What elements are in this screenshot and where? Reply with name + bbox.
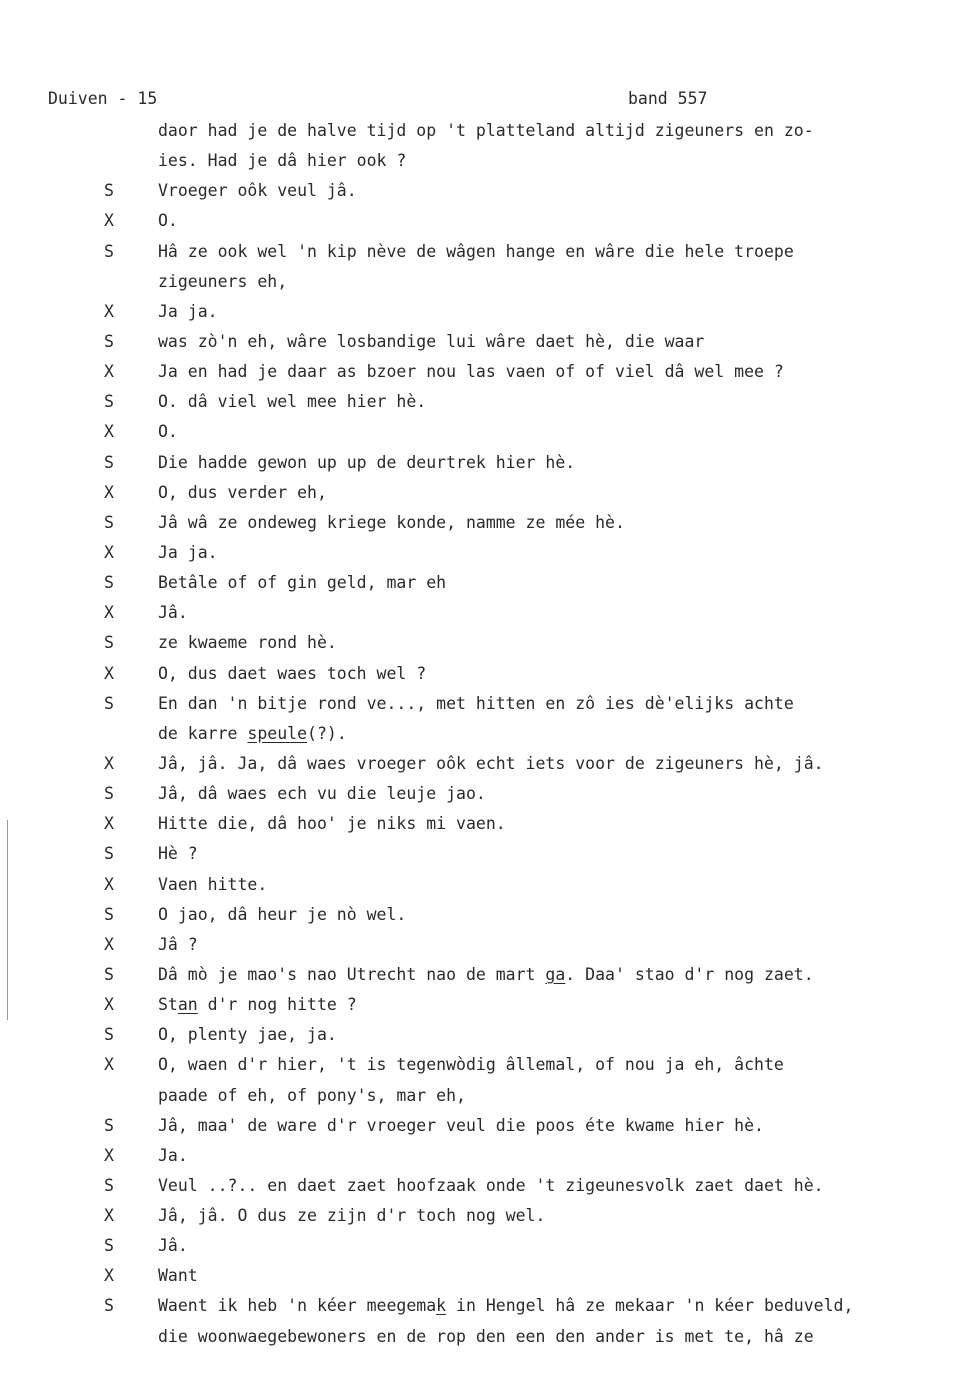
speaker-label: S (104, 1236, 114, 1256)
header-location: Duiven - 15 (48, 89, 158, 108)
transcript-line (0, 749, 973, 779)
speaker-label: X (104, 482, 114, 502)
utterance-text (158, 297, 218, 327)
speaker-label: X (104, 603, 114, 623)
utterance-text-part: O. dâ viel wel mee hier hè. (158, 392, 427, 412)
transcript-line (0, 206, 973, 236)
transcript-line (0, 1201, 973, 1231)
utterance-text-part: O. (158, 422, 178, 442)
speaker-label: S (104, 1115, 114, 1135)
utterance-text (158, 809, 506, 839)
transcript-line (0, 990, 973, 1020)
transcript-line (0, 237, 973, 267)
transcript-line (0, 176, 973, 206)
speaker-label: X (104, 1266, 114, 1286)
utterance-text-part: Jâ wâ ze ondeweg kriege konde, namme ze mée hè. (158, 512, 625, 532)
utterance-text-part: Jâ, maa' de ware d'r vroeger veul die poos éte kwame hier hè. (158, 1115, 764, 1135)
speaker-label: S (104, 1175, 114, 1195)
speaker-label: X (104, 542, 114, 562)
utterance-text (158, 206, 178, 236)
transcript-line (0, 1020, 973, 1050)
utterance-text-part: (?). (307, 723, 347, 743)
transcript-line (0, 930, 973, 960)
transcript-line (0, 538, 973, 568)
utterance-text-part: En dan 'n bitje rond ve..., met hitten en zô ies dè'elijks achte (158, 693, 794, 713)
utterance-text-part: Want (158, 1266, 198, 1286)
utterance-text (158, 1111, 764, 1141)
transcript-line (0, 417, 973, 447)
utterance-text (158, 1322, 814, 1352)
speaker-label: S (104, 1025, 114, 1045)
utterance-text (158, 990, 357, 1020)
speaker-label: S (104, 392, 114, 412)
transcript-line (0, 719, 973, 749)
speaker-label: X (104, 874, 114, 894)
transcript-line (0, 598, 973, 628)
utterance-text-part: Ja ja. (158, 301, 218, 321)
speaker-label: X (104, 211, 114, 231)
utterance-text (158, 870, 267, 900)
speaker-label: X (104, 753, 114, 773)
utterance-text (158, 568, 446, 598)
transcript-line (0, 1291, 973, 1321)
transcript-line (0, 628, 973, 658)
utterance-text-part: daor had je de halve tijd op 't platteland altijd zigeuners en zo- (158, 121, 814, 140)
transcript-line (0, 327, 973, 357)
utterance-text (158, 146, 406, 176)
utterance-text-part: . Daa' stao d'r nog zaet. (565, 964, 814, 984)
utterance-text (158, 508, 625, 538)
utterance-text-part: Waent ik heb 'n kéer meegema (158, 1296, 437, 1316)
utterance-text-part: was zò'n eh, wâre losbandige lui wâre daet hè, die waar (158, 331, 705, 351)
utterance-text (158, 327, 704, 357)
speaker-label: S (104, 904, 114, 924)
utterance-text (158, 1201, 545, 1231)
utterance-text-part: Jâ. (158, 603, 188, 623)
transcript-line (0, 478, 973, 508)
utterance-text-part: Veul ..?.. en daet zaet hoofzaak onde 't zigeunesvolk zaet daet hè. (158, 1175, 824, 1195)
transcript-line (0, 870, 973, 900)
speaker-label: S (104, 844, 114, 864)
utterance-text (158, 1020, 337, 1050)
utterance-text-part: Jâ, dâ waes ech vu die leuje jao. (158, 784, 486, 804)
utterance-text (158, 237, 794, 267)
utterance-text (158, 779, 486, 809)
transcript-line (0, 900, 973, 930)
speaker-label: S (104, 181, 114, 201)
transcript-line (0, 1081, 973, 1111)
underlined-word: ga (545, 964, 566, 984)
transcript-line (0, 960, 973, 990)
utterance-text (158, 1291, 853, 1321)
utterance-text-part: Jâ. (158, 1236, 188, 1256)
utterance-text-part: in Hengel hâ ze mekaar 'n kéer beduveld, (446, 1296, 854, 1316)
speaker-label: S (104, 1296, 114, 1316)
speaker-label: X (104, 1055, 114, 1075)
transcript-line (0, 1322, 973, 1352)
speaker-label: S (104, 633, 114, 653)
utterance-text (158, 1141, 188, 1171)
utterance-text (158, 1231, 188, 1261)
transcript-line (0, 1141, 973, 1171)
transcript-line (0, 116, 973, 146)
utterance-text-part: Vroeger oôk veul jâ. (158, 181, 357, 201)
utterance-text-part: Ja. (158, 1145, 188, 1165)
utterance-text (158, 598, 188, 628)
utterance-text (158, 267, 287, 297)
transcript-line (0, 1171, 973, 1201)
utterance-text (158, 357, 784, 387)
utterance-text (158, 960, 814, 990)
utterance-text (158, 387, 426, 417)
utterance-text (158, 448, 575, 478)
utterance-text-part: St (158, 995, 178, 1015)
transcript-line (0, 387, 973, 417)
utterance-text-part: die woonwaegebewoners en de rop den een den ander is met te, hâ ze (158, 1326, 814, 1346)
utterance-text (158, 1050, 784, 1080)
utterance-text-part: O jao, dâ heur je nò wel. (158, 904, 407, 924)
transcript-line (0, 689, 973, 719)
utterance-text (158, 478, 327, 508)
speaker-label: S (104, 452, 114, 472)
utterance-text (158, 417, 178, 447)
speaker-label: S (104, 784, 114, 804)
utterance-text (158, 1261, 198, 1291)
utterance-text-part: Jâ, jâ. O dus ze zijn d'r toch nog wel. (158, 1206, 546, 1226)
utterance-text-part: d'r nog hitte ? (197, 995, 357, 1015)
utterance-text (158, 628, 337, 658)
speaker-label: X (104, 301, 114, 321)
transcript-line (0, 839, 973, 869)
utterance-text-part: ies. Had je dâ hier ook ? (158, 151, 407, 171)
speaker-label: X (104, 934, 114, 954)
transcript-line (0, 448, 973, 478)
utterance-text-part: Hè ? (158, 844, 198, 864)
utterance-text-part: Jâ, jâ. Ja, dâ waes vroeger oôk echt iets voor de zigeuners hè, jâ. (158, 753, 824, 773)
utterance-text (158, 659, 426, 689)
utterance-text-part: Ja en had je daar as bzoer nou las vaen of of viel dâ wel mee ? (158, 362, 784, 382)
utterance-text (158, 1081, 466, 1111)
header-band: band 557 (628, 89, 708, 108)
utterance-text (158, 749, 824, 779)
utterance-text-part: Vaen hitte. (158, 874, 268, 894)
transcript-line (0, 1231, 973, 1261)
utterance-text-part: Betâle of of gin geld, mar eh (158, 573, 447, 593)
speaker-label: X (104, 814, 114, 834)
utterance-text-part: Die hadde gewon up up de deurtrek hier hè. (158, 452, 576, 472)
utterance-text (158, 689, 794, 719)
utterance-text-part: O. (158, 211, 178, 231)
utterance-text (158, 1171, 824, 1201)
utterance-text-part: zigeuners eh, (158, 271, 288, 291)
utterance-text-part: de karre (158, 723, 248, 743)
underlined-word: speule (247, 723, 308, 743)
transcript-line (0, 146, 973, 176)
speaker-label: S (104, 693, 114, 713)
page-header (48, 86, 948, 112)
transcript-line (0, 1261, 973, 1291)
utterance-text-part: O, plenty jae, ja. (158, 1025, 337, 1045)
utterance-text-part: O, dus verder eh, (158, 482, 327, 502)
transcript-line (0, 357, 973, 387)
transcript-line (0, 267, 973, 297)
utterance-text-part: Hâ ze ook wel 'n kip nève de wâgen hange en wâre die hele troepe (158, 241, 794, 261)
underlined-word: an (177, 995, 198, 1015)
speaker-label: S (104, 241, 114, 261)
speaker-label: S (104, 573, 114, 593)
utterance-text-part: O, dus daet waes toch wel ? (158, 663, 427, 683)
speaker-label: S (104, 512, 114, 532)
speaker-label: X (104, 995, 114, 1015)
transcript-line (0, 809, 973, 839)
utterance-text (158, 930, 198, 960)
transcript-line (0, 1050, 973, 1080)
speaker-label: X (104, 1145, 114, 1165)
utterance-text-part: Dâ mò je mao's nao Utrecht nao de mart (158, 964, 546, 984)
utterance-text-part: Hitte die, dâ hoo' je niks mi vaen. (158, 814, 506, 834)
speaker-label: S (104, 964, 114, 984)
transcript-line (0, 659, 973, 689)
transcript-line (0, 568, 973, 598)
utterance-text-part: O, waen d'r hier, 't is tegenwòdig âllemal, of nou ja eh, âchte (158, 1055, 784, 1075)
utterance-text (158, 538, 218, 568)
speaker-label: X (104, 422, 114, 442)
utterance-text (158, 719, 347, 749)
transcript-lines (0, 116, 973, 1352)
utterance-text-part: ze kwaeme rond hè. (158, 633, 337, 653)
utterance-text (158, 900, 406, 930)
transcript-line (0, 1111, 973, 1141)
underlined-word: k (436, 1296, 447, 1316)
speaker-label: S (104, 331, 114, 351)
transcript-line (0, 779, 973, 809)
utterance-text-part: paade of eh, of pony's, mar eh, (158, 1085, 466, 1105)
transcript-line (0, 297, 973, 327)
utterance-text-part: Jâ ? (158, 934, 198, 954)
utterance-text (158, 839, 198, 869)
speaker-label: X (104, 663, 114, 683)
speaker-label: X (104, 362, 114, 382)
speaker-label: X (104, 1206, 114, 1226)
utterance-text (158, 176, 357, 206)
utterance-text-part: Ja ja. (158, 542, 218, 562)
transcript-line (0, 508, 973, 538)
utterance-text (158, 116, 814, 146)
